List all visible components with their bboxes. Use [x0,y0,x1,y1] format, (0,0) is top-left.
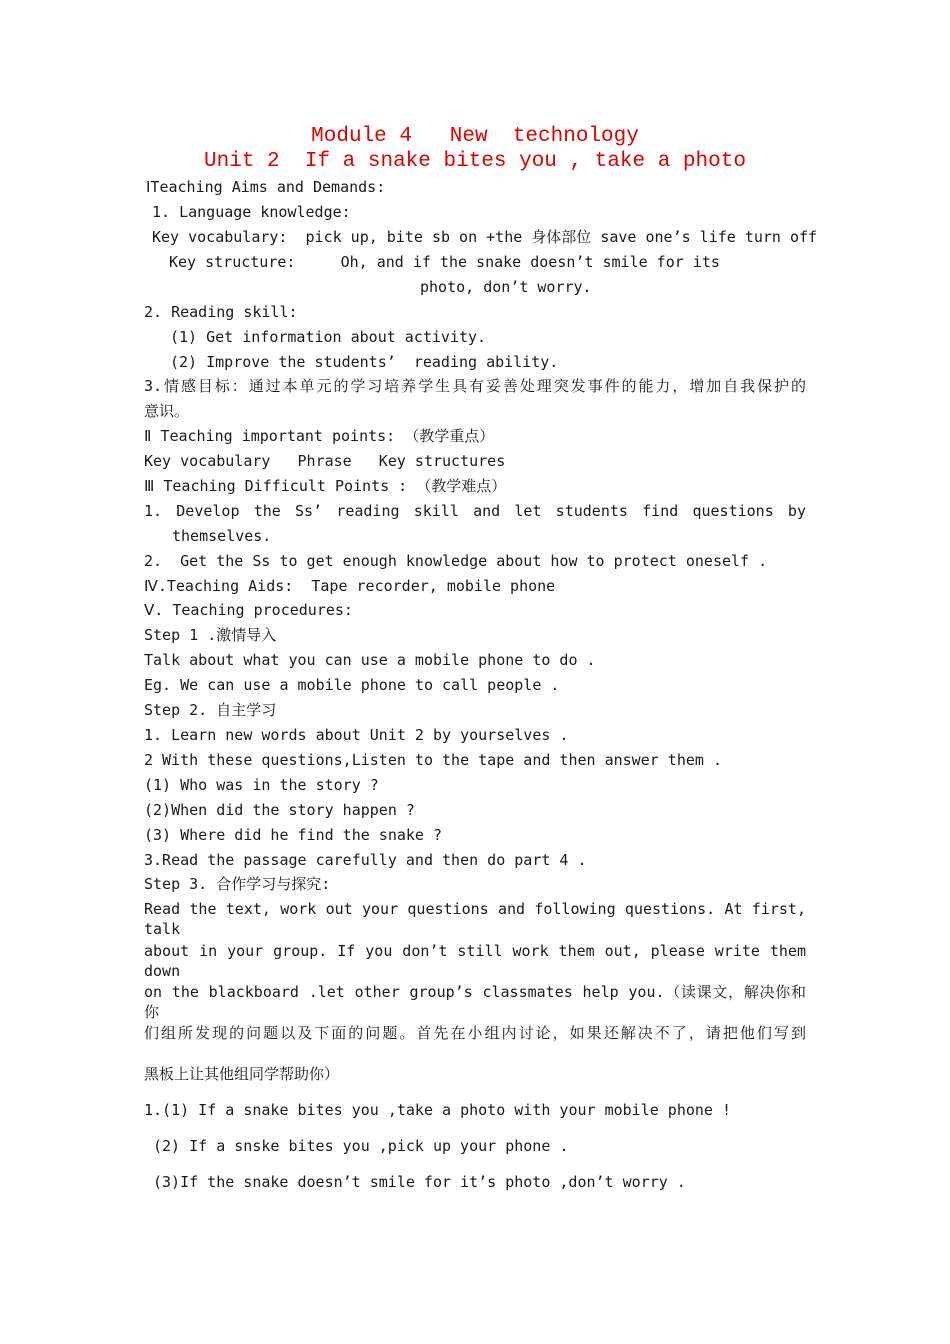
step-1-title: Step 1 .激情导入 [144,626,277,644]
step-2-item-1: 1. Learn new words about Unit 2 by yourselves . [144,726,569,744]
step-3-title: Step 3. 合作学习与探究: [144,875,331,893]
step-2-question-1: (1) Who was in the story ? [144,776,379,794]
step-2-item-3: 3.Read the passage carefully and then do part 4 . [144,851,587,869]
step-1-line-2: Eg. We can use a mobile phone to call people . [144,676,560,694]
important-points-heading: Ⅱ Teaching important points: （教学重点） [144,427,495,445]
language-knowledge-label: 1. Language knowledge: [152,203,351,221]
step-3-paragraph-line-2: about in your group. If you don’t still work them out, please write them down [144,942,806,980]
emotion-goal-line-2: 意识。 [144,402,190,420]
step-3-sentence-3: (3)If the snake doesn’t smile for it’s photo ,don’t worry . [153,1173,686,1191]
step-3-paragraph-line-3: on the blackboard .let other group’s classmates help you.（读课文，解决你和你 [144,983,806,1021]
reading-skill-item-2: (2) Improve the students’ reading ability. [170,353,559,371]
difficult-points-heading: Ⅲ Teaching Difficult Points : （教学难点） [144,477,507,495]
difficult-item-2: 2. Get the Ss to get enough knowledge about how to protect oneself . [144,552,768,570]
step-3-sentence-2: (2) If a snske bites you ,pick up your phone . [153,1137,569,1155]
step-2-item-2: 2 With these questions,Listen to the tape and then answer them . [144,751,722,769]
module-title: Module 4 New technology [311,125,639,148]
step-2-title: Step 2. 自主学习 [144,701,277,719]
reading-skill-label: 2. Reading skill: [144,303,298,321]
unit-title: Unit 2 If a snake bites you , take a photo [204,150,746,173]
step-2-question-2: (2)When did the story happen ? [144,801,415,819]
emotion-goal-line-1: 3.情感目标：通过本单元的学习培养学生具有妥善处理突发事件的能力，增加自我保护的 [144,377,806,395]
key-vocabulary-line: Key vocabulary: pick up, bite sb on +the 身体部位 save one’s life turn off [152,228,818,246]
difficult-item-1-line-2: themselves. [172,527,272,545]
step-3-paragraph-line-5: 黑板上让其他组同学帮助你） [144,1065,340,1083]
aims-heading: ⅠTeaching Aims and Demands: [146,178,386,196]
key-structure-continuation: photo, don’t worry. [420,278,592,296]
key-structure-line: Key structure: Oh, and if the snake doesn’t smile for its [169,253,720,271]
difficult-item-1-line-1: 1. Develop the Ss’ reading skill and let students find questions by [144,502,806,520]
step-3-paragraph-line-1: Read the text, work out your questions and following questions. At first, talk [144,900,806,938]
reading-skill-item-1: (1) Get information about activity. [170,328,487,346]
step-3-paragraph-line-4: 们组所发现的问题以及下面的问题。首先在小组内讨论，如果还解决不了，请把他们写到 [144,1024,806,1042]
step-2-question-3: (3) Where did he find the snake ? [144,826,443,844]
teaching-aids: Ⅳ.Teaching Aids: Tape recorder, mobile phone [144,577,556,595]
step-1-line-1: Talk about what you can use a mobile phone to do . [144,651,596,669]
step-3-sentence-1: 1.(1) If a snake bites you ,take a photo with your mobile phone ! [144,1101,731,1119]
important-points-content: Key vocabulary Phrase Key structures [144,452,506,470]
procedures-heading: Ⅴ. Teaching procedures: [144,601,353,619]
